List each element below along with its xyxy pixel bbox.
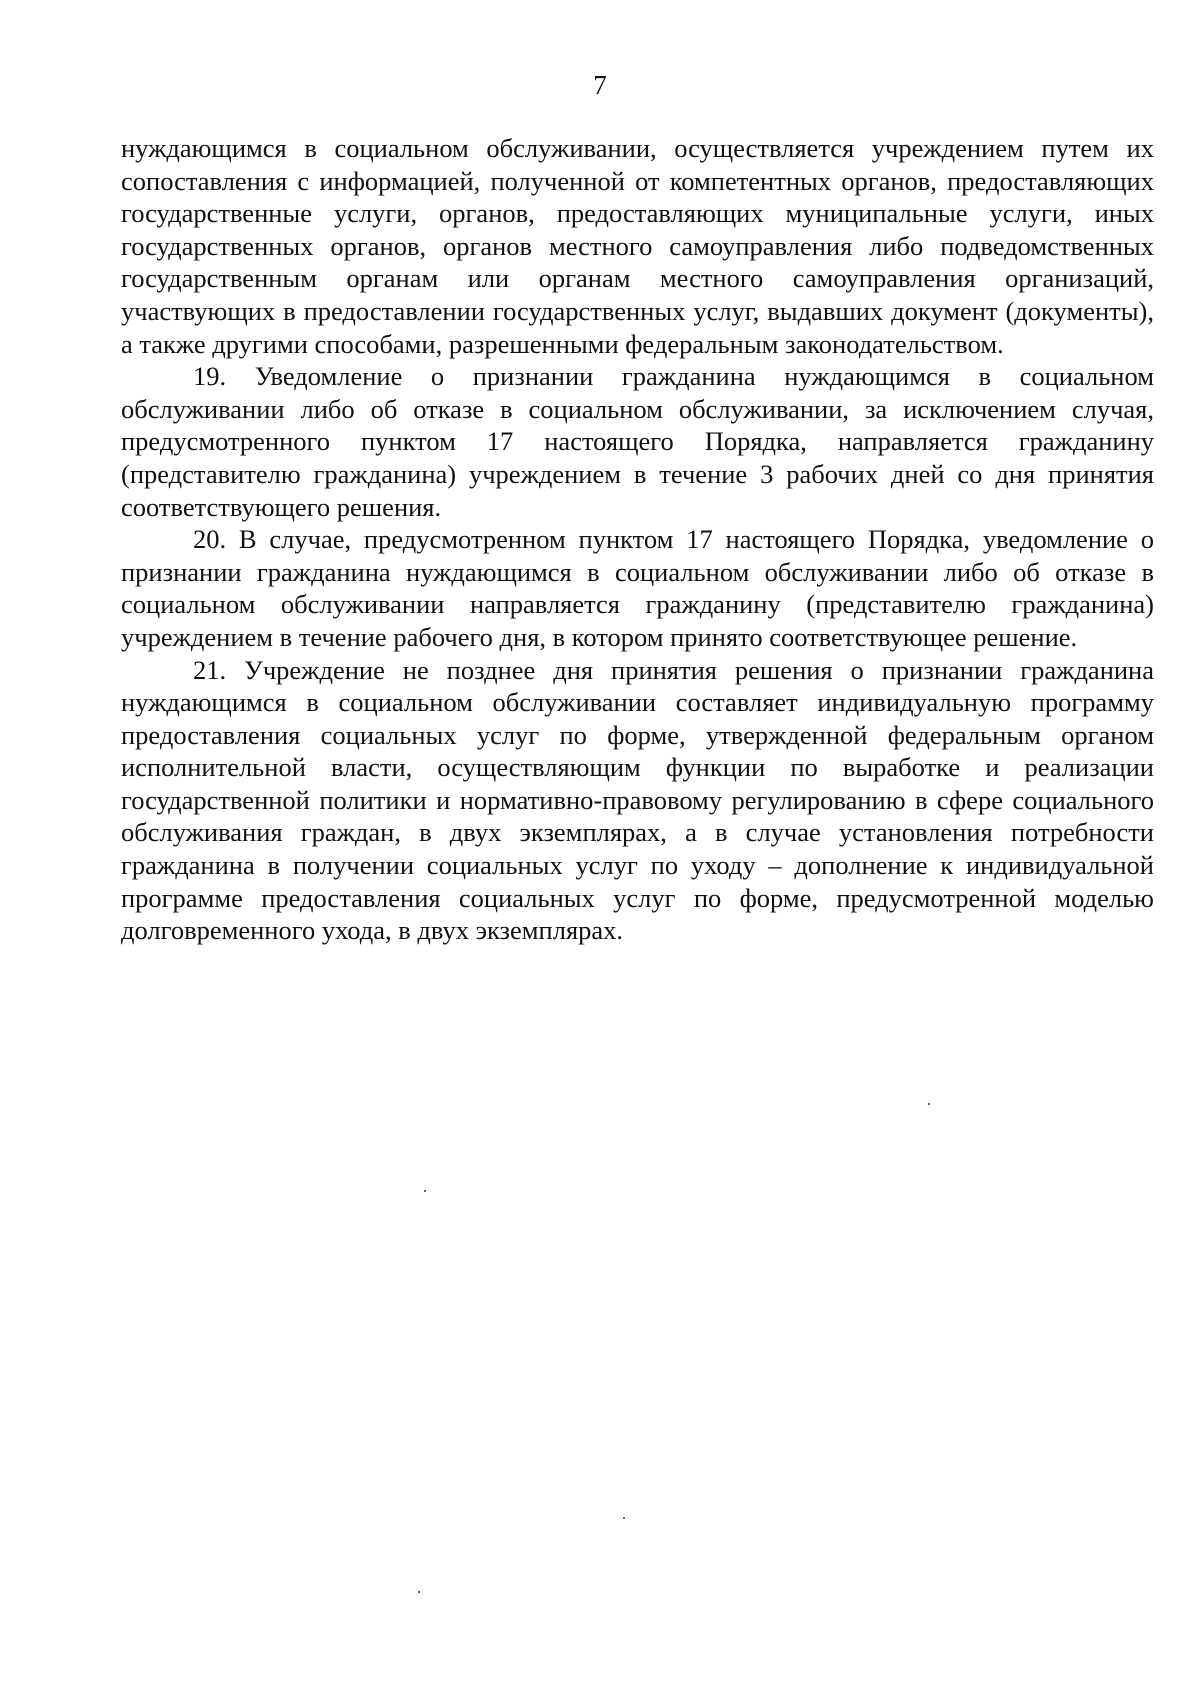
paragraph-item-21: 21. Учреждение не позднее дня принятия решения о признании гражданина нуждающимся в социальном обслуживании составляет индивидуальную программу предоставления социальных услуг по форме, утвержденной федеральным органом исполнительной власти, осуществляющим функции по выработке и реализации государственной политики и нормативно-правовому регулированию в сфере социального обслуживания граждан, в двух экземплярах, а в случае установления потребности гражданина в получении социальных услуг по уходу – дополнение к индивидуальной программе предоставления социальных услуг по форме, предусмотренной моделью долговременного ухода, в двух экземплярах. [121, 654, 1154, 946]
page-number: 7 [593, 70, 607, 100]
scan-speck [418, 1591, 420, 1593]
document-body [121, 132, 1154, 947]
scan-speck [424, 1190, 426, 1192]
scan-speck [623, 1517, 625, 1519]
scan-speck [928, 1103, 930, 1105]
paragraph-item-20: 20. В случае, предусмотренном пунктом 17 настоящего Порядка, уведомление о признании гражданина нуждающимся в социальном обслуживании либо об отказе в социальном обслуживании направляется гражданину (представителю гражданина) учреждением в течение рабочего дня, в котором принято соответствующее решение. [121, 524, 1154, 652]
paragraph-item-19: 19. Уведомление о признании гражданина нуждающимся в социальном обслуживании либо об отказе в социальном обслуживании, за исключением случая, предусмотренного пунктом 17 настоящего Порядка, направляется гражданину (представителю гражданина) учреждением в течение 3 рабочих дней со дня принятия соответствующего решения. [121, 361, 1154, 522]
paragraph-continuation: нуждающимся в социальном обслуживании, осуществляется учреждением путем их сопоставления с информацией, полученной от компетентных органов, предоставляющих государственные услуги, органов, предоставляющих муниципальные услуги, иных государственных органов, органов местного самоуправления либо подведомственных государственным органам или органам местного самоуправления организаций, участвующих в предоставлении государственных услуг, выдавших документ (документы), а также другими способами, разрешенными федеральным законодательством. [121, 133, 1154, 359]
